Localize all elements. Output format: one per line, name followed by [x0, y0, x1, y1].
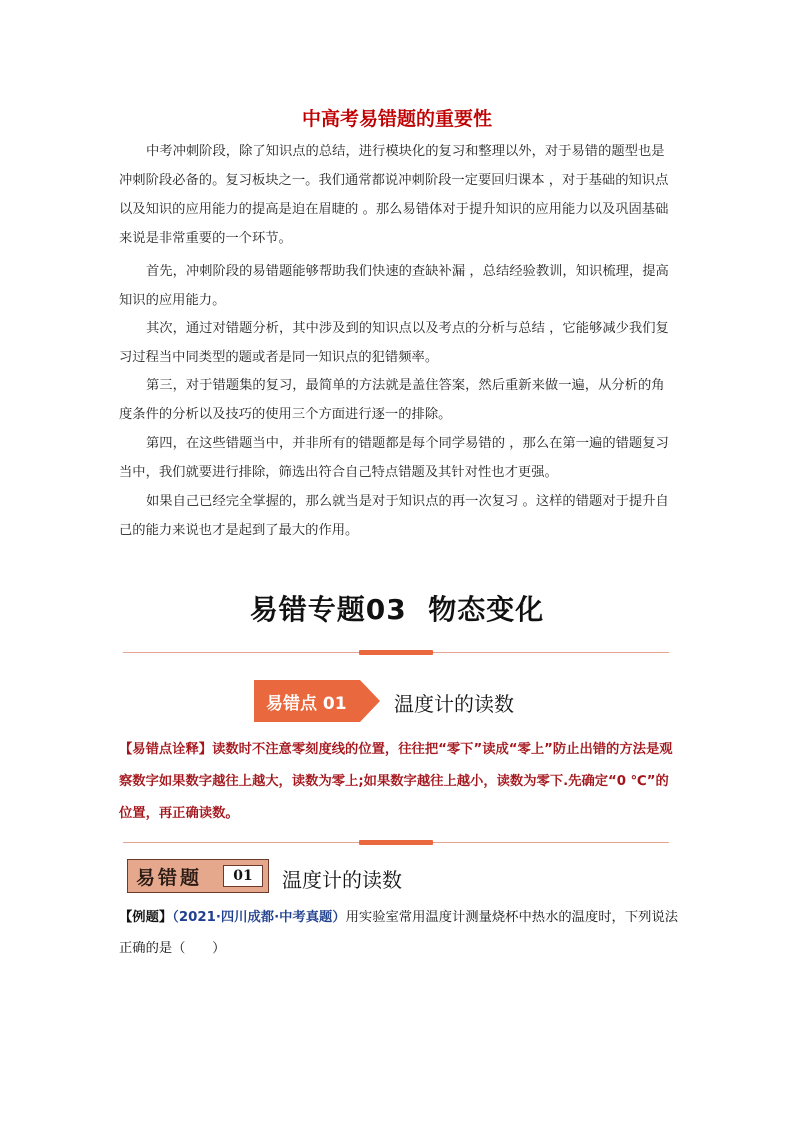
intro-paragraph-2: 首先，冲刺阶段的易错题能够帮助我们快速的查缺补漏 ，总结经验教训，知识梳理，提高知识的应用能力。 — [119, 264, 669, 308]
wrong-question-label-box — [127, 859, 269, 893]
topic-title: 易错专题03 物态变化 — [249, 593, 545, 626]
wrong-question-label: 易错题 — [136, 867, 203, 889]
error-point-badge-label: 易错点 01 — [266, 694, 347, 714]
intro-paragraph-4: 第三，对于错题集的复习，最简单的方法就是盖住答案，然后重新来做一遍，从分析的角度条件的分析以及技巧的使用三个方面进行逐一的排除。 — [119, 378, 665, 422]
intro-paragraph-6: 如果自己已经完全掌握的，那么就当是对于知识点的再一次复习 。这样的错题对于提升自己的能力来说也才是起到了最大的作用。 — [119, 494, 669, 538]
example-question — [119, 902, 679, 964]
divider-accent — [359, 650, 433, 655]
wrong-question-title: 温度计的读数 — [282, 868, 402, 892]
intro-paragraph-5: 第四，在这些错题当中，并非所有的错题都是每个同学易错的 ，那么在第一遍的错题复习当中，我们就要进行排除，筛选出符合自己特点错题及其针对性也才更强。 — [119, 436, 669, 480]
example-source: （2021·四川成都·中考真题） — [172, 910, 346, 925]
intro-paragraph-1: 中考冲刺阶段，除了知识点的总结，进行模块化的复习和整理以外，对于易错的题型也是冲刺阶段必备的。复习板块之一。我们通常都说冲刺阶段一定要回归课本 ，对于基础的知识点以及知识的应用能力的提高是迫在眉睫的 。那么易错体对于提升知识的应用能力以及巩固基础来说是非常重要的一个环节。 — [119, 144, 669, 246]
error-point-title: 温度计的读数 — [394, 692, 514, 716]
example-text: 用实验室常用温度计测量烧杯中热水的温度时，下列说法正确的是（ ） — [119, 910, 679, 956]
divider-accent — [359, 840, 433, 845]
intro-title: 中高考易错题的重要性 — [301, 108, 492, 130]
wrong-question-number: 01 — [223, 865, 263, 887]
error-point-badge — [254, 680, 380, 722]
example-tag: 【例题】 — [119, 910, 173, 925]
intro-paragraph-3: 其次，通过对错题分析，其中涉及到的知识点以及考点的分析与总结 ，它能够减少我们复习过程当中同类型的题或者是同一知识点的犯错频率。 — [119, 321, 669, 365]
error-point-explanation: 【易错点诠释】读数时不注意零刻度线的位置，往往把“零下”读成“零上”防止出错的方法是观察数字如果数字越往上越大，读数为零上;如果数字越往上越小，读数为零下.先确定“0 ℃”的位置，再正确读数。 — [119, 742, 673, 821]
